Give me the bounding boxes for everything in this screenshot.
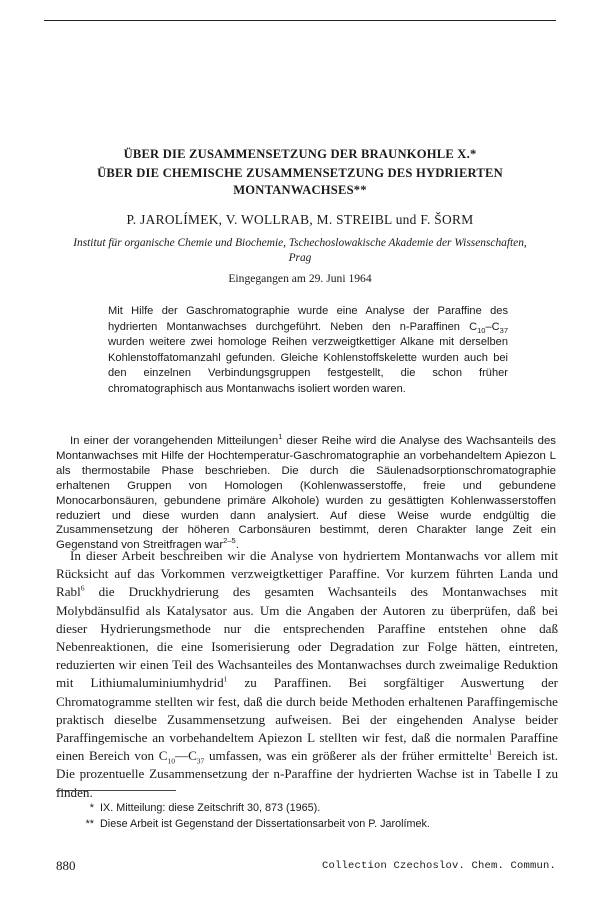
top-rule	[44, 20, 556, 21]
abstract-text-2: wurden weitere zwei homologe Reihen verzweigtkettiger Alkane mit derselben Kohlenstoffatomanzahl gefunden. Gleiche Kohlenstoffskelette wurden auch bei den einzelnen Verbindungsgruppen festgestellt, die schon früher chromatographisch aus Montanwachs isoliert worden waren.	[108, 336, 508, 395]
received-date: Eingegangen am 29. Juni 1964	[228, 272, 372, 285]
abstract-sub-a: 10	[477, 325, 486, 335]
intro-text-1: In einer der vorangehenden Mitteilungen	[70, 435, 279, 447]
intro-paragraph	[56, 434, 556, 553]
affiliation	[60, 236, 540, 266]
footnote-rule	[56, 790, 176, 791]
ref-6: 6	[80, 584, 85, 594]
footnote-2-mark: **	[85, 818, 94, 830]
ref-1-main: 1	[223, 675, 228, 685]
abstract	[108, 304, 508, 398]
main-text-d: umfassen, was ein größerer als der früher ermittelte	[204, 748, 489, 764]
abstract-sub-b: 37	[499, 325, 508, 335]
main-paragraph	[56, 547, 558, 802]
title-line-1: ÜBER DIE ZUSAMMENSETZUNG DER BRAUNKOHLE X.*	[123, 147, 477, 161]
title-line-2a: ÜBER DIE CHEMISCHE ZUSAMMENSETZUNG DES HYDRIERTEN	[97, 166, 503, 180]
main-text-e: Bereich ist. Die prozentuelle Zusammensetzung der n-Paraffine der hydrierten Wachse ist in Tabelle I zu finden.	[56, 748, 559, 800]
footnote-1-text: IX. Mitteilung: diese Zeitschrift 30, 873 (1965).	[100, 802, 321, 814]
footnote-2	[72, 816, 552, 832]
intro-text-3: .	[235, 539, 239, 552]
abstract-text-1: Mit Hilfe der Gaschromatographie wurde eine Analyse der Paraffine des hydrierten Montanwachses durchgeführt. Neben den n-Paraffinen C	[108, 305, 508, 333]
sub-37: 37	[196, 756, 205, 766]
footnote-1-mark: *	[89, 802, 94, 814]
title-line-2	[40, 165, 560, 199]
footnotes	[72, 800, 552, 832]
main-text-a: In dieser Arbeit beschreiben wir die Analyse von hydriertem Montanwachs vor allem mit Rücksicht auf das Vorkommen verzweigtkettiger Paraffine. Vor kurzem führten Landa und Rabl	[56, 548, 558, 600]
journal-name: Collection Czechoslov. Chem. Commun.	[321, 860, 556, 872]
affiliation-line-2: Prag	[288, 252, 312, 264]
ref-1-b: 1	[488, 747, 493, 757]
ref-2-5: 2–5	[223, 536, 236, 546]
main-dash: —C	[174, 748, 197, 764]
authors: P. JAROLÍMEK, V. WOLLRAB, M. STREIBL und F. ŠORM	[126, 212, 474, 227]
main-text-b: die Druckhydrierung des gesamten Wachsanteils des Montanwachses mit Molybdänsulfid als Katalysator aus. Um die Angaben der Autoren zu überprüfen, daß bei dieser Hydrierungsmethode nur die entsprechenden Paraffine entstehen ohne daß Nebenreaktionen, die eine Isomerisierung oder Degradation zur Folge hätten, eintreten, reduzierten wir einen Teil des Wachsanteiles des Montanwachses durch zweimalige Reduktion mit Lithiumaluminiumhydrid	[56, 584, 558, 691]
page-number: 880	[56, 858, 76, 873]
sub-10: 10	[167, 756, 175, 766]
intro-text-2: dieser Reihe wird die Analyse des Wachsanteils des Montanwachses mit Hilfe der Hochtemperatur-Gaschromatographie an vorbehandeltem Apiezon L als thermostabile Phase beschrieben. Die durch die Säulenadsorptionschromatographie erhaltenen Gruppen von Homologen (Kohlenwasserstoffe, freie und gebundene Monocarbonsäuren, gebundene primäre Alkohole) wurden zu gesättigten Kohlenwasserstoffen reduziert und diese wurden dann analysiert. Auf diese Weise wurde endgültig die Zusammensetzung der höheren Carbonsäuren bestimmt, deren Charakter lange Zeit ein Gegenstand von Streitfragen war	[56, 435, 556, 552]
title-line-3: MONTANWACHSES**	[233, 183, 367, 197]
abstract-dash: –C	[485, 320, 500, 333]
main-text-c: zu Paraffinen. Bei sorgfältiger Auswertung der Chromatogramme stellten wir fest, daß die durch beide Methoden erhaltenen Paraffingemische praktisch dieselbe Zusammensetzung aufweisen. Bei der eingehenden Analyse beider Paraffingemische an vorbehandeltem Apiezon L stellten wir fest, daß die normalen Paraffine einen Bereich von C	[56, 675, 558, 764]
footnote-1	[72, 800, 552, 816]
affiliation-line-1: Institut für organische Chemie und Biochemie, Tschechoslowakische Akademie der Wissenschaften,	[73, 237, 527, 249]
footnote-2-text: Diese Arbeit ist Gegenstand der Dissertationsarbeit von P. Jarolímek.	[100, 818, 430, 830]
ref-1: 1	[278, 432, 283, 442]
